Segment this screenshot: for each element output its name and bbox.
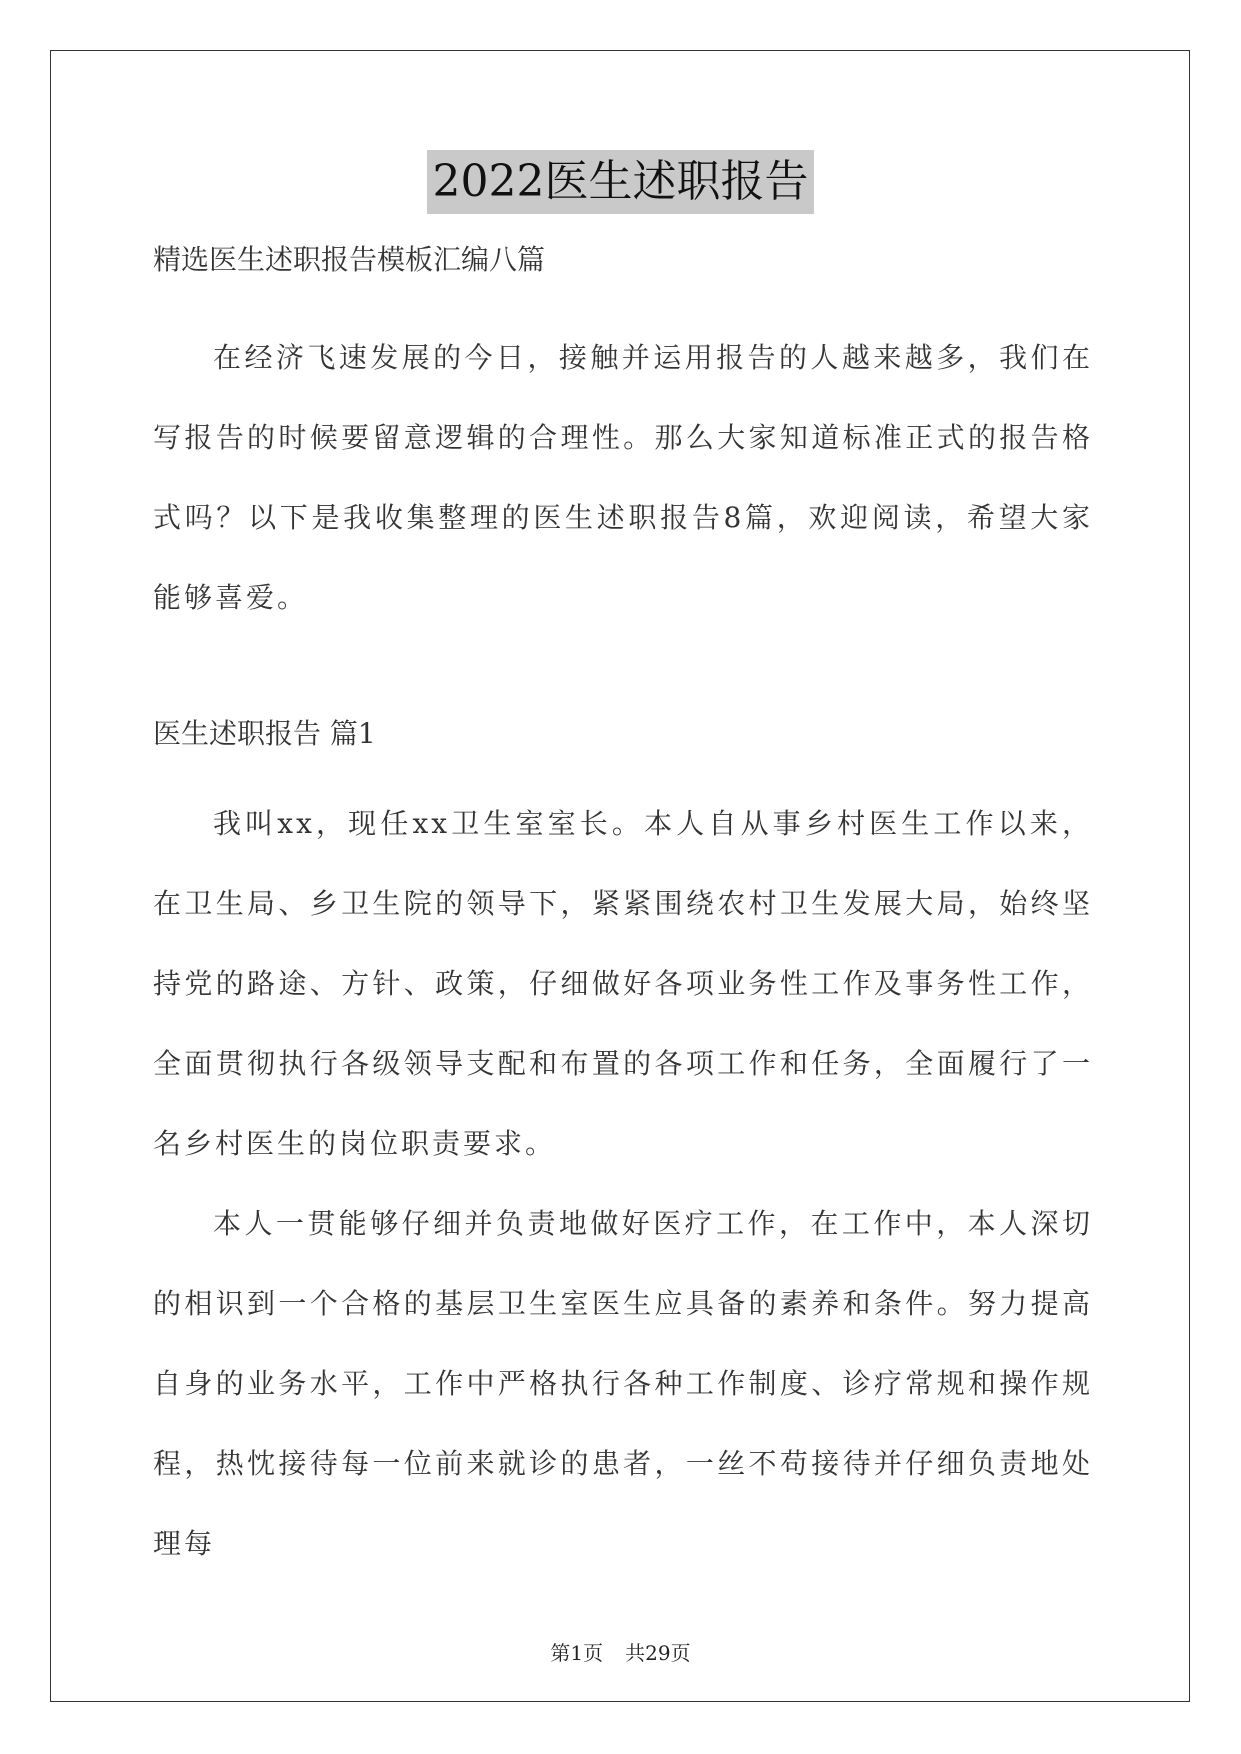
title-wrap: [0, 150, 1241, 214]
intro-paragraph: 在经济飞速发展的今日，接触并运用报告的人越来越多，我们在写报告的时候要留意逻辑的合理性。那么大家知道标准正式的报告格式吗？以下是我收集整理的医生述职报告8篇，欢迎阅读，希望大家能够喜爱。: [153, 341, 1093, 614]
document-subtitle: 精选医生述职报告模板汇编八篇: [153, 243, 546, 276]
document-body: [153, 230, 1093, 1584]
page-footer: [0, 1637, 1241, 1666]
section-paragraph-2: 本人一贯能够仔细并负责地做好医疗工作，在工作中，本人深切的相识到一个合格的基层卫生室医生应具备的素养和条件。努力提高自身的业务水平，工作中严格执行各种工作制度、诊疗常规和操作规程，热忱接待每一位前来就诊的患者，一丝不苟接待并仔细负责地处理每: [153, 1207, 1093, 1560]
section-heading: 医生述职报告 篇1: [153, 717, 376, 750]
page-number: 第1页: [550, 1641, 604, 1665]
document-title: 2022医生述职报告: [427, 150, 815, 214]
section-paragraph-1: 我叫xx，现任xx卫生室室长。本人自从事乡村医生工作以来，在卫生局、乡卫生院的领导下，紧紧围绕农村卫生发展大局，始终坚持党的路途、方针、政策，仔细做好各项业务性工作及事务性工作，全面贯彻执行各级领导支配和布置的各项工作和任务，全面履行了一名乡村医生的岗位职责要求。: [153, 807, 1093, 1160]
page-total: 共29页: [625, 1641, 691, 1665]
